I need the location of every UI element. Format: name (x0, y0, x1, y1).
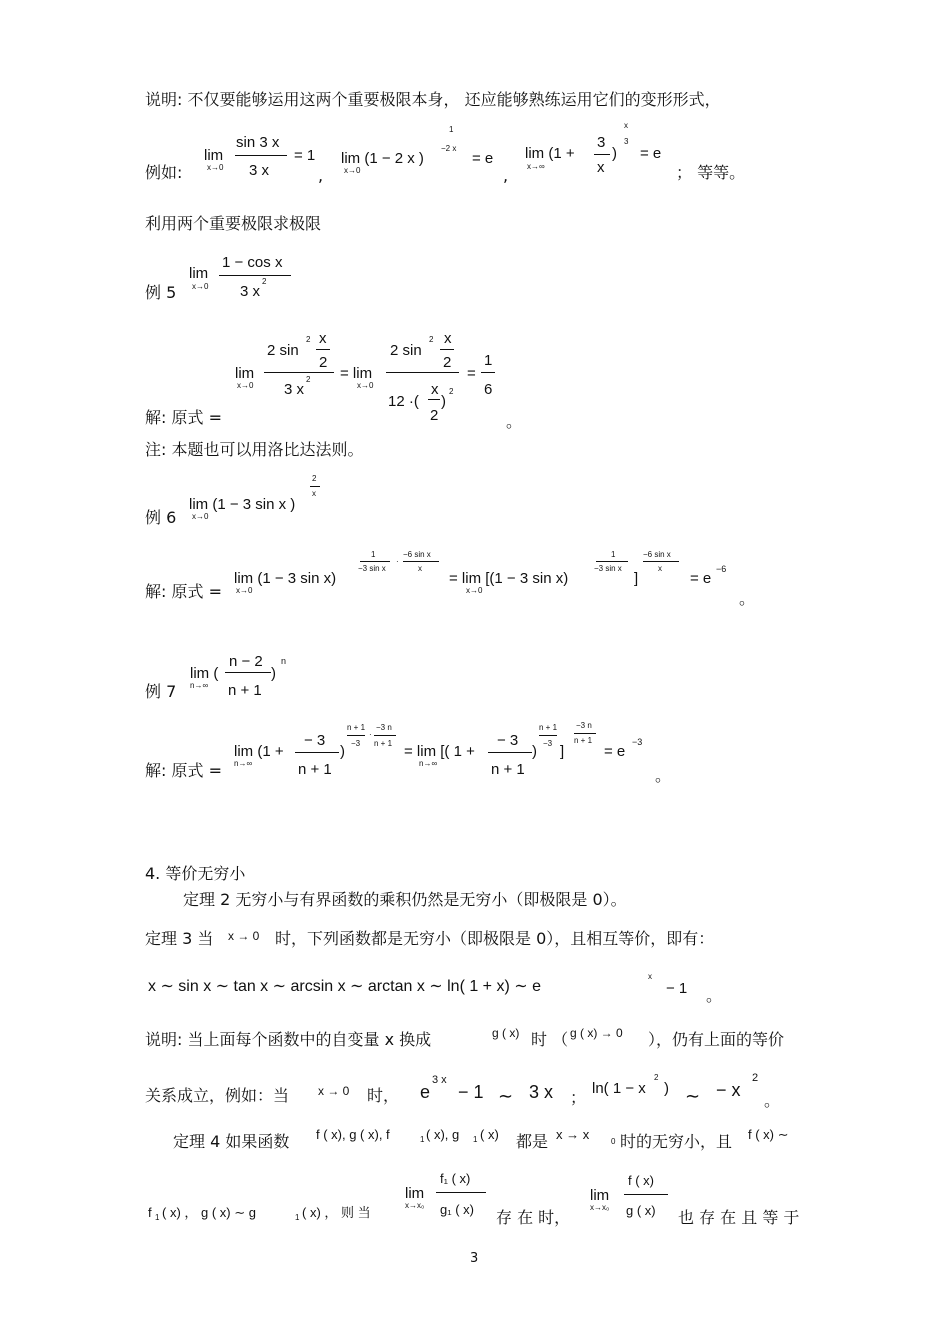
ln-expression: ln( 1 − x (592, 1080, 646, 1097)
fraction-denominator: n + 1 (298, 761, 332, 778)
sim: ∼ (498, 1086, 514, 1106)
half-angle-2: 2 (319, 354, 328, 371)
fraction-bar (219, 275, 291, 276)
section-intro: 利用两个重要极限求极限 (145, 214, 322, 233)
subscript: 1 (155, 1213, 160, 1222)
fraction-denominator: 3 x (249, 162, 270, 179)
example-7-label: 例 7 (145, 682, 177, 701)
fraction-bar (316, 349, 330, 350)
close-paren: ) (612, 145, 617, 162)
fraction-denominator: 3 x (284, 381, 305, 398)
solution-label: 解: 原式 = (145, 761, 222, 780)
condition: g ( x) → 0 (570, 1026, 623, 1040)
solution-label: 解: 原式 = (145, 582, 222, 601)
half-angle-x: x (319, 330, 327, 347)
lim-expression: lim (1 − 3 sin x ) (189, 496, 296, 513)
fraction-numerator: 3 (597, 134, 606, 151)
fraction-bar (624, 1194, 668, 1195)
exponent-top: −6 sin x (643, 550, 671, 559)
period: 。 (655, 766, 672, 785)
superscript: n (281, 656, 287, 666)
period: 。 (764, 1091, 781, 1110)
lim-expression: lim (1 + (234, 743, 284, 760)
fraction-numerator: f ( x) (628, 1173, 654, 1188)
fraction-bar (295, 752, 339, 753)
fraction-bar (436, 1192, 486, 1193)
fraction-bar (360, 561, 390, 562)
etc-text: ； 等等。 (676, 163, 746, 182)
exponent-top: n + 1 (347, 723, 366, 732)
lim-subscript: n→∞ (234, 759, 253, 768)
close-paren: ) (532, 743, 537, 760)
lim-subscript: x→∞ (527, 162, 545, 171)
condition: x → 0 (318, 1084, 350, 1098)
fraction-bar (539, 735, 557, 736)
denominator-text: 12 ·( (388, 393, 419, 410)
comma: , (503, 166, 509, 185)
lim-subscript: x→0 (357, 381, 374, 390)
superscript: 2 (654, 1073, 659, 1082)
numerator-sin: 2 sin (390, 342, 422, 359)
subscript: 1 (473, 1135, 478, 1144)
subscript: 1 (420, 1135, 425, 1144)
function-g: g ( x) (492, 1026, 520, 1040)
denominator-x: x (431, 381, 439, 398)
exponent-bottom: −3 (351, 739, 361, 748)
neg-x: − x (716, 1080, 741, 1100)
solution-label: 解: 原式 = (145, 408, 222, 427)
fraction-bar (225, 672, 271, 673)
lim-subscript: n→∞ (190, 681, 209, 690)
exponent-top: n + 1 (539, 723, 558, 732)
function-text: ( x) ， g ( x) ∼ g (162, 1205, 256, 1220)
lim-subscript: x→x₀ (590, 1203, 610, 1212)
fraction-denominator: n + 1 (228, 682, 262, 699)
function-list: ( x), g (426, 1127, 460, 1142)
fraction-numerator: 1 − cos x (222, 254, 283, 271)
minus-one: − 1 (458, 1082, 484, 1102)
semicolon: ； (570, 1088, 587, 1107)
note-2-text: 说明: 当上面每个函数中的自变量 x 换成 (145, 1030, 432, 1049)
sim: ∼ (685, 1086, 701, 1106)
numerator-sin: 2 sin (267, 342, 299, 359)
note-text: 说明: 不仅要能够运用这两个重要极限本身， 还应能够熟练运用它们的变形形式， (145, 90, 721, 109)
superscript: 2 (752, 1072, 759, 1084)
fraction-denominator: n + 1 (491, 761, 525, 778)
superscript: −6 (716, 564, 727, 574)
close-bracket: ] (634, 570, 639, 587)
fraction-denominator: g ( x) (626, 1203, 656, 1218)
superscript: 2 (306, 375, 311, 384)
example-e: e (420, 1082, 431, 1102)
theorem-2: 定理 2 无穷小与有界函数的乘积仍然是无穷小（即极限是 0）。 (183, 890, 627, 909)
lim-subscript: x→0 (237, 381, 254, 390)
equals-lim-expression: = lim [( 1 + (404, 743, 475, 760)
fraction-numerator: − 3 (497, 732, 519, 749)
equals-one: = 1 (294, 147, 316, 164)
exponent-top: 1 (371, 550, 376, 559)
condition: x → 0 (228, 929, 260, 943)
example-6-label: 例 6 (145, 508, 177, 527)
subscript: 1 (295, 1213, 300, 1222)
close-paren: ) (664, 1080, 669, 1097)
period: 。 (506, 412, 523, 431)
fraction-denominator: g₁ ( x) (440, 1202, 474, 1217)
fraction-bar (481, 372, 495, 373)
fraction-numerator: n − 2 (229, 653, 263, 670)
fraction-denominator: 3 x (240, 283, 261, 300)
note-2-paren: 时 （ (531, 1030, 569, 1049)
example-5-note: 注: 本题也可以用洛比达法则。 (145, 440, 364, 459)
fraction-numerator: − 3 (304, 732, 326, 749)
function-text: ( x) ， 则 当 (302, 1205, 371, 1220)
close-paren: ) (441, 393, 446, 410)
exponent-bottom: x (418, 564, 422, 573)
lim-expression: lim (1 + (525, 145, 575, 162)
note-3-text: 关系成立，例如：当 (145, 1086, 290, 1105)
lim-subscript: x→0 (466, 586, 483, 595)
close-paren: ) (340, 743, 345, 760)
lim-subscript: x→0 (192, 512, 209, 521)
lim-operator: lim (204, 147, 224, 164)
function-list: ( x) (480, 1127, 499, 1142)
result-denominator: 6 (484, 381, 493, 398)
fraction-bar (347, 735, 365, 736)
fraction-bar (386, 372, 459, 373)
example-label: 例如: (145, 163, 183, 182)
lim-operator: lim (405, 1185, 425, 1202)
theorem-4-text: 时的无穷小，且 (620, 1132, 733, 1151)
half-angle-2: 2 (443, 354, 452, 371)
page-number: 3 (470, 1251, 479, 1266)
equals: = (467, 365, 476, 382)
equals-e: = e (640, 145, 662, 162)
fraction-bar (488, 752, 532, 753)
function-f1: f (148, 1205, 152, 1220)
three-x: 3 x (529, 1082, 554, 1102)
equals-lim-expression: = lim [(1 − 3 sin x) (449, 570, 569, 587)
fraction-bar (374, 735, 396, 736)
result-numerator: 1 (484, 352, 493, 369)
superscript: 3 x (432, 1074, 447, 1086)
equivalence-chain: x ∼ sin x ∼ tan x ∼ arcsin x ∼ arctan x ∼ ln( 1 + x) ∼ e (148, 978, 541, 995)
lim-expression: lim (1 − 2 x ) (341, 150, 424, 167)
fraction-bar (596, 561, 628, 562)
exponent-top: x (624, 121, 628, 130)
superscript: 2 (429, 335, 434, 344)
theorem-4-label: 定理 4 如果函数 (173, 1132, 290, 1151)
fraction-numerator: sin 3 x (236, 134, 280, 151)
lim-subscript: x→0 (344, 166, 361, 175)
fraction-denominator: x (597, 159, 605, 176)
close-bracket: ] (560, 743, 565, 760)
period: 。 (739, 589, 756, 608)
fraction-bar (574, 733, 596, 734)
dot: · (369, 730, 372, 739)
lim-operator: lim (189, 265, 209, 282)
fraction-bar (643, 561, 679, 562)
superscript: x (648, 972, 652, 981)
superscript: −3 (632, 737, 643, 747)
exponent-bottom: −2 x (441, 144, 457, 153)
section-heading: 4. 等价无穷小 (145, 864, 246, 883)
lim-subscript: x→0 (192, 282, 209, 291)
theorem-4-also: 也 存 在 且 等 于 (678, 1208, 800, 1227)
subscript: 0 (611, 1137, 616, 1146)
condition: x → x (556, 1127, 590, 1142)
exponent-bottom: −3 sin x (358, 564, 386, 573)
denominator-2: 2 (430, 407, 439, 424)
equals-e: = e (472, 150, 494, 167)
fraction-numerator: f₁ ( x) (440, 1171, 471, 1186)
note-2-tail: ），仍有上面的等价 (648, 1030, 785, 1049)
theorem-3-text: 时，下列函数都是无穷小（即极限是 0），且相互等价，即有： (275, 929, 715, 948)
exponent-bottom: −3 (543, 739, 553, 748)
half-angle-x: x (444, 330, 452, 347)
equals-e: = e (690, 570, 712, 587)
exponent-bottom: −3 sin x (594, 564, 622, 573)
fraction-bar (264, 372, 334, 373)
exponent-top: 1 (449, 125, 454, 134)
exponent-bottom: x (312, 489, 316, 498)
equivalence-tail: − 1 (666, 980, 688, 997)
lim-operator: lim (590, 1187, 610, 1204)
exponent-top: −6 sin x (403, 550, 431, 559)
function-f: f ( x) ∼ (748, 1127, 789, 1142)
function-list: f ( x), g ( x), f (316, 1127, 390, 1142)
lim-expression: lim (1 − 3 sin x) (234, 570, 337, 587)
exponent-top: −3 n (576, 721, 592, 730)
fraction-bar (440, 349, 454, 350)
period: 。 (706, 986, 723, 1005)
exponent-top: 2 (312, 474, 317, 483)
example-5-label: 例 5 (145, 283, 177, 302)
fraction-bar (403, 561, 439, 562)
note-3-when: 时， (367, 1086, 400, 1105)
theorem-3-label: 定理 3 当 (145, 929, 214, 948)
fraction-bar (235, 155, 287, 156)
theorem-4-exists: 存 在 时， (496, 1208, 571, 1227)
lim-subscript: x→0 (207, 163, 224, 172)
equals-e: = e (604, 743, 626, 760)
exponent-bottom: x (658, 564, 662, 573)
lim-subscript: n→∞ (419, 759, 438, 768)
theorem-4-are: 都是 (516, 1132, 549, 1151)
superscript: 2 (306, 335, 311, 344)
equals-lim: = lim (340, 365, 373, 382)
close-paren: ) (271, 665, 276, 682)
exponent-bottom: n + 1 (374, 739, 393, 748)
exponent-top: −3 n (376, 723, 392, 732)
lim-operator: lim (235, 365, 255, 382)
lim-expression: lim ( (190, 665, 219, 682)
exponent-top: 1 (611, 550, 616, 559)
lim-subscript: x→x₀ (405, 1201, 425, 1210)
superscript: 2 (449, 387, 454, 396)
superscript: 2 (262, 277, 267, 286)
exponent-bottom: n + 1 (574, 736, 593, 745)
comma: , (318, 166, 324, 185)
lim-subscript: x→0 (236, 586, 253, 595)
fraction-bar (594, 154, 610, 155)
exponent-bottom: 3 (624, 137, 629, 146)
fraction-bar (428, 399, 440, 400)
fraction-bar (310, 486, 320, 487)
dot: · (396, 557, 399, 566)
